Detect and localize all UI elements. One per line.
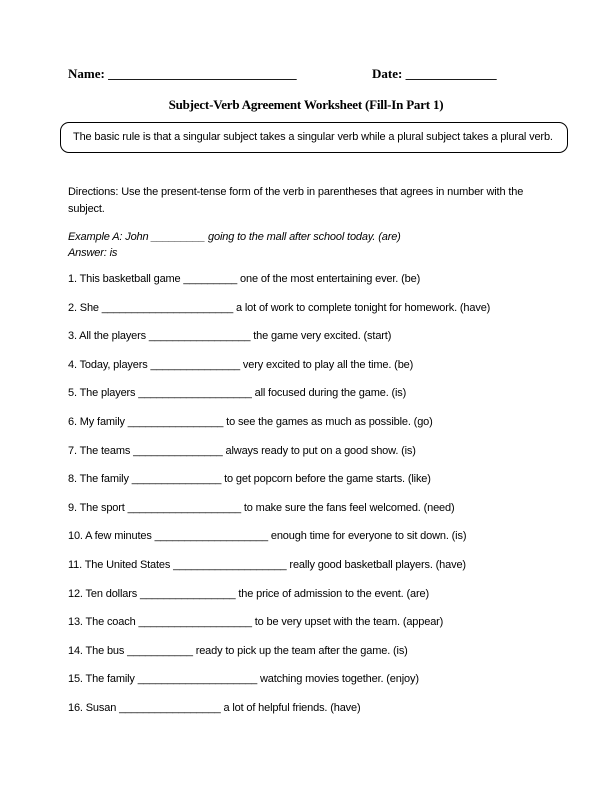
question-10: 10. A few minutes ___________________ enough time for everyone to sit down. (is) xyxy=(68,530,467,543)
date-blank-line: ______________ xyxy=(405,66,497,81)
rule-box xyxy=(60,122,568,153)
question-13: 13. The coach ___________________ to be very upset with the team. (appear) xyxy=(68,616,444,629)
question-11: 11. The United States ___________________ really good basketball players. (have) xyxy=(68,558,466,571)
name-field xyxy=(68,66,297,82)
example-block xyxy=(68,229,401,261)
question-1: 1. This basketball game _________ one of the most entertaining ever. (be) xyxy=(68,273,421,285)
worksheet-title: Subject-Verb Agreement Worksheet (Fill-In Part 1) xyxy=(168,97,444,112)
date-label: Date: xyxy=(372,66,403,81)
question-8: 8. The family _______________ to get popcorn before the game starts. (like) xyxy=(68,473,431,486)
question-5: 5. The players ___________________ all focused during the game. (is) xyxy=(68,387,407,400)
question-12: 12. Ten dollars ________________ the price of admission to the event. (are) xyxy=(68,587,429,600)
question-6: 6. My family ________________ to see the games as much as possible. (go) xyxy=(68,415,433,428)
question-9: 9. The sport ___________________ to make sure the fans feel welcomed. (need) xyxy=(68,501,455,514)
rule-text: The basic rule is that a singular subject takes a singular verb while a plural subject takes a plural verb. xyxy=(73,131,553,143)
name-blank-line: _____________________________ xyxy=(108,66,297,81)
question-2: 2. She ______________________ a lot of work to complete tonight for homework. (have) xyxy=(68,301,491,314)
question-3: 3. All the players _________________ the game very excited. (start) xyxy=(68,330,392,343)
example-prompt: Example A: John _________ going to the mall after school today. (are) xyxy=(68,231,401,243)
directions-text: Directions: Use the present-tense form of the verb in parentheses that agrees in number with the subject. xyxy=(68,186,524,215)
question-15: 15. The family ____________________ watching movies together. (enjoy) xyxy=(68,673,419,686)
question-16: 16. Susan _________________ a lot of helpful friends. (have) xyxy=(68,701,361,714)
question-7: 7. The teams _______________ always ready to put on a good show. (is) xyxy=(68,444,416,457)
example-answer: Answer: is xyxy=(68,247,118,259)
name-label: Name: xyxy=(68,66,105,81)
question-14: 14. The bus ___________ ready to pick up the team after the game. (is) xyxy=(68,644,408,657)
question-4: 4. Today, players _______________ very excited to play all the time. (be) xyxy=(68,358,414,371)
questions-list xyxy=(68,271,582,729)
date-field xyxy=(372,66,497,82)
